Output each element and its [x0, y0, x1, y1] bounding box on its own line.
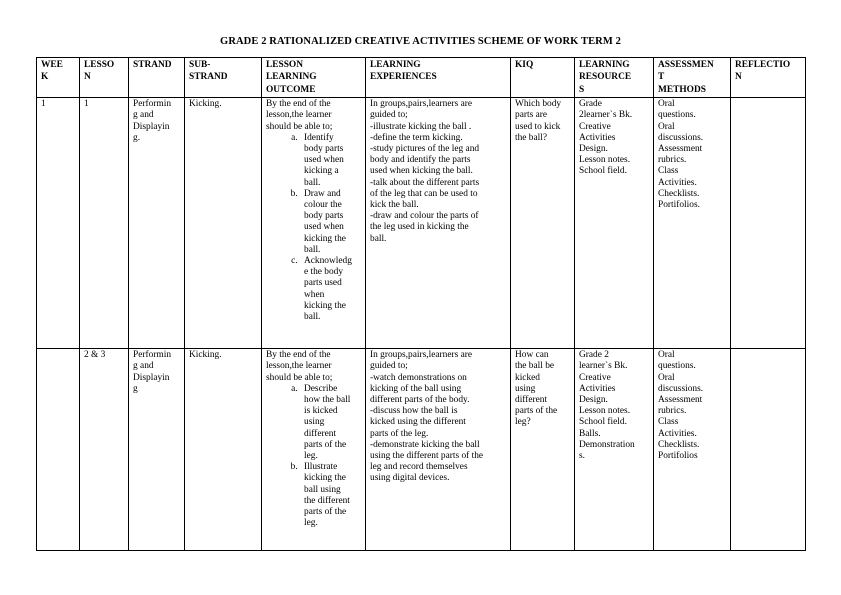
- cell-week: [37, 349, 80, 551]
- cell-learning-resources: Grade 2learner`s Bk. Creative Activities Design. Lesson notes. School field.: [575, 98, 654, 349]
- table-header-row: [37, 58, 806, 98]
- cell-assessment-methods: Oral questions. Oral discussions. Assessment rubrics. Class Activities. Checklists. Portifolios.: [654, 98, 731, 349]
- outcome-item: b. Draw and colour the body parts used when kicking the ball.: [300, 189, 361, 256]
- cell-assessment-methods: Oral questions. Oral discussions. Assessment rubrics. Class Activities. Checklists. Portifolios: [654, 349, 731, 551]
- cell-strand: Performin g and Displayin g.: [129, 98, 185, 349]
- cell-learning-resources: Grade 2 learner`s Bk. Creative Activities Design. Lesson notes. School field. Balls. Demonstration s.: [575, 349, 654, 551]
- header-sub-strand: SUB- STRAND: [185, 58, 262, 98]
- outcome-item: b. Illustrate kicking the ball using the different parts of the leg.: [300, 462, 361, 529]
- outcome-list: [266, 133, 361, 323]
- cell-kiq: Which body parts are used to kick the ball?: [511, 98, 575, 349]
- outcome-intro: By the end of the lesson,the learner should be able to;: [266, 99, 333, 132]
- cell-week: 1: [37, 98, 80, 349]
- cell-lesson-learning-outcome: [262, 98, 366, 349]
- outcome-intro: By the end of the lesson,the learner should be able to;: [266, 350, 333, 383]
- header-lesson: LESSO N: [80, 58, 129, 98]
- header-learning-resources: LEARNING RESOURCE S: [575, 58, 654, 98]
- cell-strand: Performin g and Displayin g: [129, 349, 185, 551]
- document-title: GRADE 2 RATIONALIZED CREATIVE ACTIVITIES SCHEME OF WORK TERM 2: [220, 36, 621, 47]
- scheme-of-work-table: [36, 57, 806, 551]
- outcome-item: c. Acknowledg e the body parts used when kicking the ball.: [300, 256, 361, 323]
- outcome-list: [266, 384, 361, 530]
- cell-lesson-learning-outcome: [262, 349, 366, 551]
- cell-lesson: 2 & 3: [80, 349, 129, 551]
- outcome-item: a. Describe how the ball is kicked using different parts of the leg.: [300, 384, 361, 462]
- cell-sub-strand: Kicking.: [185, 349, 262, 551]
- header-lesson-learning-outcome: LESSON LEARNING OUTCOME: [262, 58, 366, 98]
- cell-sub-strand: Kicking.: [185, 98, 262, 349]
- header-kiq: KIQ: [511, 58, 575, 98]
- header-reflection: REFLECTIO N: [731, 58, 806, 98]
- header-week: WEE K: [37, 58, 80, 98]
- header-learning-experiences: LEARNING EXPERIENCES: [366, 58, 511, 98]
- cell-reflection: [731, 349, 806, 551]
- outcome-item: a. Identify body parts used when kicking a ball.: [300, 133, 361, 189]
- cell-learning-experiences: In groups,pairs,learners are guided to; -illustrate kicking the ball . -define the term kicking. -study pictures of the leg and body and identify the parts used when kicking the ball. -talk about the different parts of the leg that can be used to kick the ball. -draw and colour the parts of the leg used in kicking the ball.: [366, 98, 511, 349]
- table-row: [37, 98, 806, 349]
- cell-reflection: [731, 98, 806, 349]
- table-row: [37, 349, 806, 551]
- cell-kiq: How can the ball be kicked using different parts of the leg?: [511, 349, 575, 551]
- cell-learning-experiences: In groups,pairs,learners are guided to; -watch demonstrations on kicking of the ball using different parts of the body. -discuss how the ball is kicked using the different parts of the leg. -demonstrate kicking the ball using the different parts of the leg and record themselves using digital devices.: [366, 349, 511, 551]
- header-strand: STRAND: [129, 58, 185, 98]
- header-assessment-methods: ASSESSMEN T METHODS: [654, 58, 731, 98]
- cell-lesson: 1: [80, 98, 129, 349]
